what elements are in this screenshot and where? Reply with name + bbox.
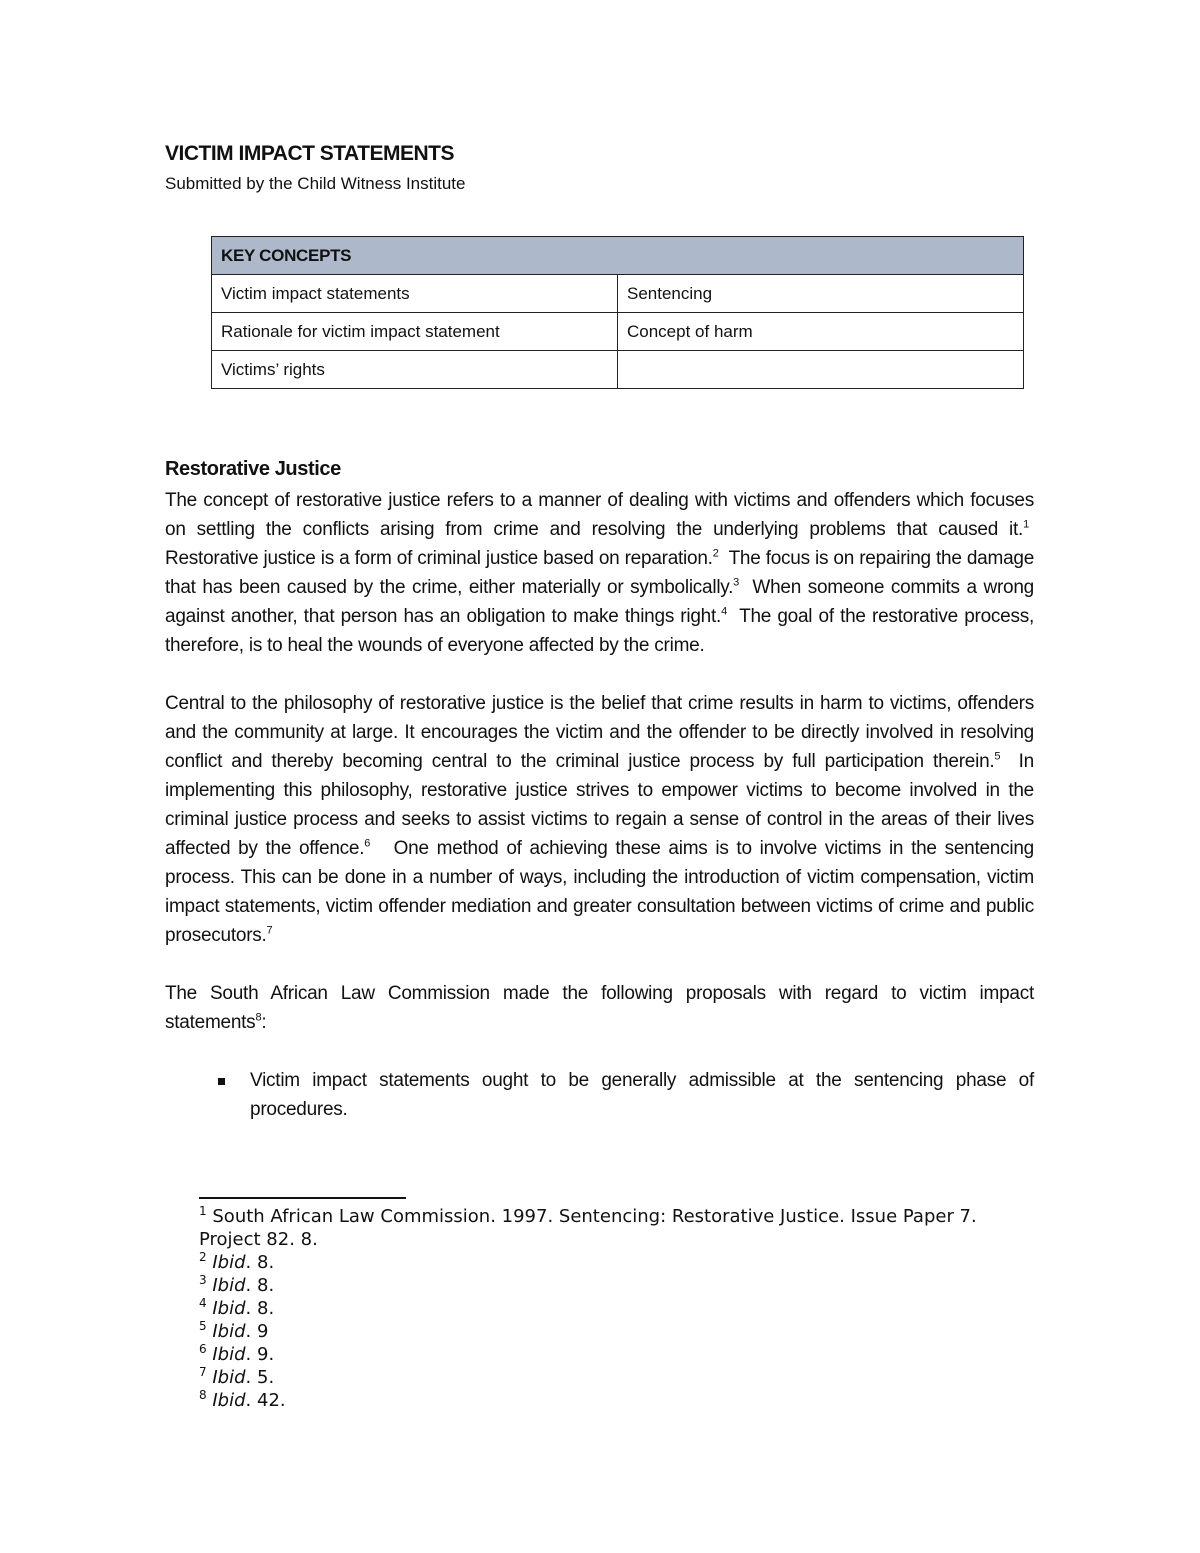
footnote-number: 7 [199, 1365, 207, 1379]
footnote-ibid: Ibid [212, 1275, 246, 1296]
table-row [212, 275, 1024, 313]
sentence: The South African Law Commission made the following proposals with regard to victim impact statements [165, 983, 1034, 1033]
sentence: Restorative justice is a form of criminal justice based on reparation. [165, 548, 713, 569]
table-cell: Concept of harm [618, 313, 1024, 351]
footnote-ibid: Ibid [212, 1298, 246, 1319]
footnote-number: 5 [199, 1319, 207, 1333]
section-heading: Restorative Justice [165, 458, 341, 480]
proposals-list [165, 1066, 1034, 1124]
list-item [250, 1066, 1034, 1124]
footnote-text: . 42. [245, 1390, 286, 1411]
footnote-number: 8 [199, 1388, 207, 1402]
key-concepts-header-row [212, 237, 1024, 275]
footnote-number: 1 [199, 1204, 207, 1218]
paragraph-restorative-justice [165, 486, 1034, 660]
footnote-ref: 1 [1023, 518, 1029, 531]
footnote-ibid: Ibid [212, 1252, 246, 1273]
sentence: When someone commits a wrong against another, that person has an obligation to make things right. [165, 577, 1034, 627]
footnote-number: 4 [199, 1296, 207, 1310]
footnote-ref: 7 [266, 924, 273, 937]
table-cell [618, 351, 1024, 389]
sentence: One method of achieving these aims is to involve victims in the sentencing process. This can be done in a number of ways, including the introduction of victim compensation, victim impact statements, victim offender mediation and greater consultation between victims of crime and public prosecutors. [165, 838, 1034, 946]
footnote-number: 6 [199, 1342, 207, 1356]
footnote-separator [199, 1197, 406, 1199]
footnote-ibid: Ibid [212, 1344, 246, 1365]
footnote-text: . 9 [245, 1321, 269, 1342]
footnote-text: . 8. [245, 1275, 275, 1296]
footnote-ref: 5 [994, 750, 1001, 763]
footnote-number: 2 [199, 1250, 207, 1264]
footnote-text: . 8. [245, 1298, 275, 1319]
footnote-ibid: Ibid [212, 1390, 246, 1411]
footnote [199, 1389, 1039, 1412]
sentence: The focus is on repairing the damage that has been caused by the crime, either materially or symbolically. [165, 548, 1035, 598]
table-row [212, 351, 1024, 389]
footnote [199, 1274, 1039, 1297]
footnote [199, 1297, 1039, 1320]
sentence: Central to the philosophy of restorative justice is the belief that crime results in harm to victims, offenders and the community at large. It encourages the victim and the offender to be directly involved in resolving conflict and thereby becoming central to the criminal justice process by full participation therein. [165, 693, 1034, 772]
footnote-ref: 8 [255, 1011, 262, 1024]
table-row [212, 313, 1024, 351]
paragraph-philosophy [165, 689, 1034, 950]
square-bullet-icon [218, 1078, 225, 1085]
key-concepts-header: KEY CONCEPTS [212, 237, 1024, 275]
footnote-ref: 3 [733, 576, 740, 589]
footnote-text: . 9. [245, 1344, 275, 1365]
list-item-text: Victim impact statements ought to be generally admissible at the sentencing phase of procedures. [250, 1070, 1034, 1120]
footnote-ref: 2 [712, 547, 719, 560]
sentence: The goal of the restorative process, therefore, is to heal the wounds of everyone affected by the crime. [165, 606, 1035, 656]
footnote-text: South African Law Commission. 1997. Sentencing: Restorative Justice. Issue Paper 7. Project 82. 8. [199, 1206, 977, 1250]
footnote-text: . 5. [245, 1367, 275, 1388]
document-body [165, 455, 1034, 1153]
footnotes [199, 1205, 1039, 1412]
table-cell: Victims’ rights [212, 351, 618, 389]
punctuation: : [261, 1012, 267, 1033]
footnote-ibid: Ibid [212, 1321, 246, 1342]
paragraph-proposals [165, 979, 1034, 1037]
key-concepts-table [211, 236, 1024, 389]
footnote-text: . 8. [245, 1252, 275, 1273]
table-cell: Victim impact statements [212, 275, 618, 313]
footnote [199, 1205, 1039, 1251]
table-cell: Rationale for victim impact statement [212, 313, 618, 351]
footnote-ibid: Ibid [212, 1367, 246, 1388]
footnote-ref: 4 [721, 605, 727, 618]
footnote-number: 3 [199, 1273, 207, 1287]
footnote-ref: 6 [364, 837, 371, 850]
footnote [199, 1320, 1039, 1343]
document-subtitle: Submitted by the Child Witness Institute [165, 174, 466, 193]
footnote [199, 1251, 1039, 1274]
document-title: VICTIM IMPACT STATEMENTS [165, 142, 454, 165]
footnote [199, 1343, 1039, 1366]
sentence: In implementing this philosophy, restorative justice strives to empower victims to become involved in the criminal justice process and seeks to assist victims to regain a sense of control in the areas of their lives affected by the offence. [165, 751, 1035, 859]
footnote [199, 1366, 1039, 1389]
sentence: The concept of restorative justice refers to a manner of dealing with victims and offenders which focuses on settling the conflicts arising from crime and resolving the underlying problems that caused it. [165, 490, 1034, 540]
table-cell: Sentencing [618, 275, 1024, 313]
